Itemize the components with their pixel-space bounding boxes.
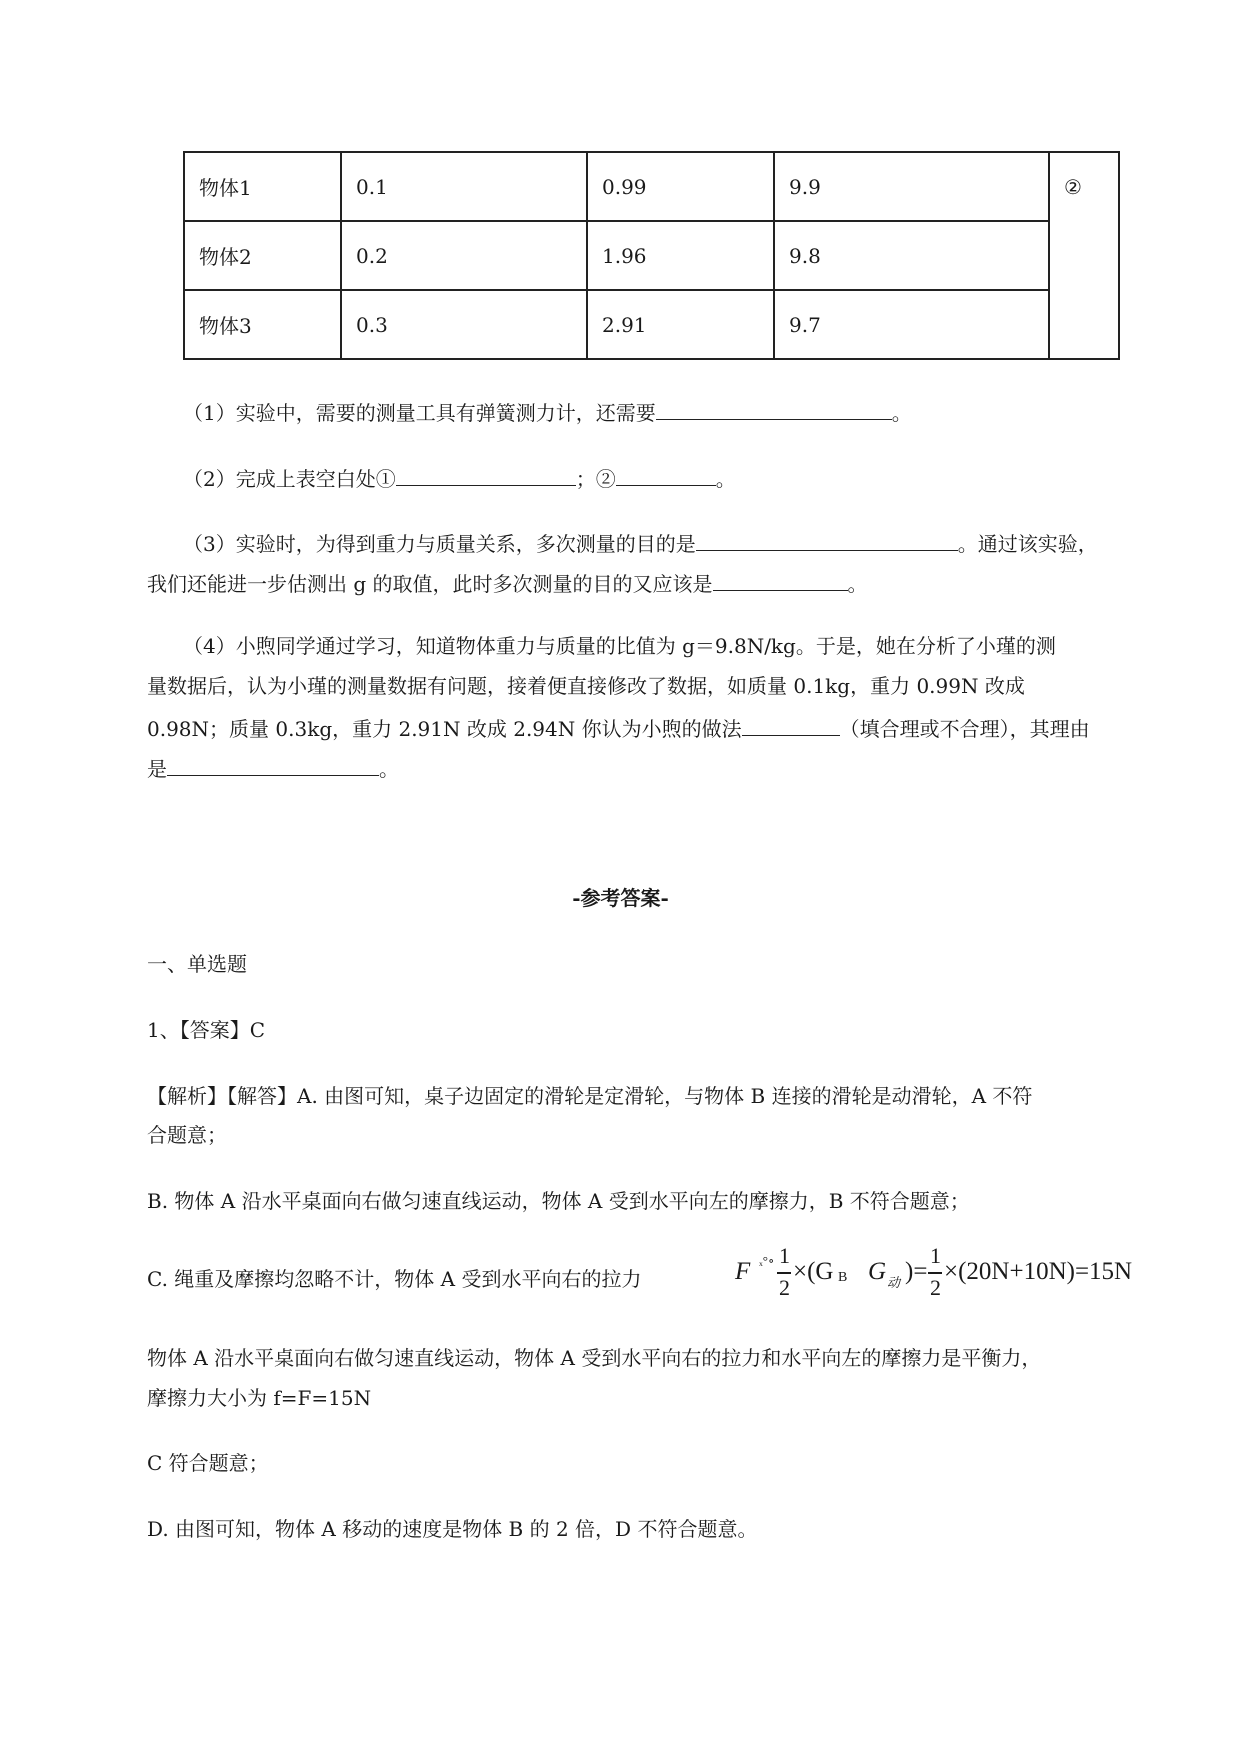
option-d: D. 由图可知，物体 A 移动的速度是物体 B 的 2 倍，D 不符合题意。 — [147, 1517, 758, 1541]
table-cell: 2.91 — [587, 290, 774, 359]
analysis-line1: 【解析】【解答】A. 由图可知，桌子边固定的滑轮是定滑轮，与物体 B 连接的滑轮是动滑轮，A 不符 — [147, 1084, 1033, 1108]
formula-subscript: B — [838, 1270, 848, 1285]
fraction-bar — [777, 1272, 791, 1274]
answer-blank[interactable] — [742, 715, 840, 736]
question-text: （1）实验中，需要的测量工具有弹簧测力计，还需要 — [183, 401, 656, 425]
question-text: （3）实验时，为得到重力与质量关系，多次测量的目的是 — [183, 532, 696, 556]
question-text: 。 — [379, 757, 399, 781]
question-text: （填合理或不合理），其理由 — [839, 717, 1090, 741]
question-text: 。 — [847, 572, 868, 596]
formula-symbol: F — [735, 1258, 751, 1285]
table-cell: 9.7 — [774, 290, 1049, 359]
table-cell: 0.2 — [341, 221, 587, 290]
table-cell: 1.96 — [587, 221, 774, 290]
answer-blank[interactable] — [396, 465, 576, 486]
answer-blank[interactable] — [656, 399, 892, 420]
formula-numerator: 1 — [779, 1243, 790, 1268]
formula-symbol: ×(G — [793, 1258, 834, 1285]
formula-symbol: )= — [905, 1258, 928, 1285]
question-text: 0.98N；质量 0.3kg，重力 2.91N 改成 2.94N 你认为小煦的做法 — [147, 717, 742, 741]
answer-blank[interactable] — [696, 530, 958, 551]
question-text: （2）完成上表空白处① — [183, 467, 396, 491]
formula-denominator: 2 — [930, 1275, 941, 1300]
table-cell: 物体3 — [184, 290, 341, 359]
question-text: ；② — [575, 467, 616, 491]
table-row — [184, 152, 1119, 221]
c-conclusion: C 符合题意； — [147, 1451, 269, 1475]
question-4-line4 — [147, 755, 399, 779]
table-cell: 0.1 — [341, 152, 587, 221]
table-cell: 9.9 — [774, 152, 1049, 221]
measurement-table — [183, 151, 1120, 360]
question-4-line2: 量数据后，认为小瑾的测量数据有问题，接着便直接修改了数据，如质量 0.1kg，重力 0.99N 改成 — [147, 674, 1025, 698]
question-4-line1: （4）小煦同学通过学习，知道物体重力与质量的比值为 g＝9.8N/kg。于是，她在分析了小瑾的测 — [183, 634, 1056, 658]
option-c-text: C. 绳重及摩擦均忽略不计，物体 A 受到水平向右的拉力 — [147, 1267, 642, 1291]
question-text: 。 — [891, 401, 912, 425]
question-2 — [183, 465, 736, 489]
formula-symbol: ₓ°∘ — [759, 1253, 775, 1268]
answer-blank[interactable] — [167, 755, 379, 776]
formula-denominator: 2 — [779, 1275, 790, 1300]
question-3-line1 — [183, 530, 1098, 554]
table-cell: 物体1 — [184, 152, 341, 221]
fraction-bar — [928, 1272, 942, 1274]
table-cell: 9.8 — [774, 221, 1049, 290]
table-merged-cell: ② — [1049, 152, 1119, 359]
table-row — [184, 221, 1119, 290]
question-1 — [183, 399, 912, 423]
answer-label: 1、【答案】C — [147, 1018, 266, 1042]
answer-title: -参考答案- — [572, 886, 669, 910]
formula-numerator: 1 — [930, 1243, 941, 1268]
formula-symbol: G — [868, 1258, 887, 1285]
question-text: 。通过该实验， — [957, 532, 1098, 556]
question-4-line3 — [147, 715, 1090, 739]
option-b: B. 物体 A 沿水平桌面向右做匀速直线运动，物体 A 受到水平向左的摩擦力，B 不符合题意； — [147, 1189, 970, 1213]
balance-line2: 摩擦力大小为 f=F=15N — [147, 1386, 372, 1410]
answer-blank[interactable] — [713, 570, 848, 591]
analysis-line2: 合题意； — [147, 1123, 227, 1147]
answer-blank[interactable] — [616, 465, 716, 486]
table-cell: 0.3 — [341, 290, 587, 359]
formula-symbol: ×(20N+10N)=15N — [944, 1258, 1133, 1285]
section-heading: 一、单选题 — [147, 952, 247, 976]
table-row — [184, 290, 1119, 359]
question-text: 是 — [147, 757, 167, 781]
table-cell: 0.99 — [587, 152, 774, 221]
question-text: 我们还能进一步估测出 g 的取值，此时多次测量的目的又应该是 — [147, 572, 713, 596]
question-3-line2 — [147, 570, 868, 594]
question-text: 。 — [715, 467, 736, 491]
formula-subscript: 动 — [887, 1275, 901, 1290]
balance-line1: 物体 A 沿水平桌面向右做匀速直线运动，物体 A 受到水平向右的拉力和水平向左的摩擦力是平衡力， — [147, 1346, 1042, 1370]
table-cell: 物体2 — [184, 221, 341, 290]
